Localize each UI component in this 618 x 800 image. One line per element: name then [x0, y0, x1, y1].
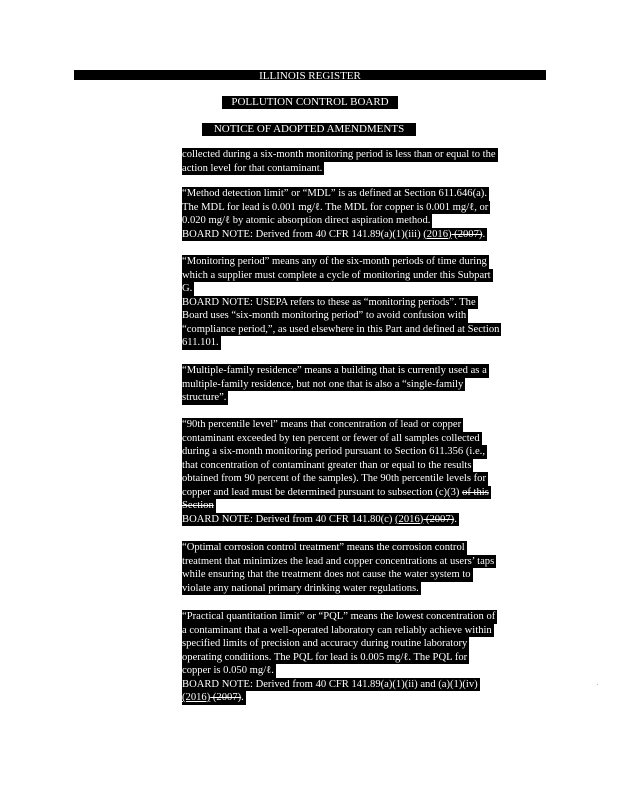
text-line: 611.101. [182, 337, 219, 348]
deleted-text: (2007) [451, 228, 483, 240]
text-line: “Optimal corrosion control treatment” means the corrosion control [182, 542, 465, 553]
deleted-text: Section [182, 500, 214, 511]
text-line: operating conditions. The PQL for lead is 0.005 mg/ℓ. The PQL for [182, 651, 468, 663]
text-line: violate any national primary drinking water regulations. [182, 582, 419, 594]
paragraph-monitoring-period [182, 255, 544, 350]
text-line: 0.020 mg/ℓ by atomic absorption direct aspiration method. [182, 215, 431, 226]
text-line: specified limits of precision and accuracy during routine laboratory [182, 638, 468, 649]
text-line: G. [182, 283, 193, 294]
text-line: collected during a six-month monitoring period is less than or equal to the [182, 149, 496, 160]
inserted-text: (2016) [395, 513, 424, 525]
inserted-text: (2016) [182, 692, 211, 703]
text-line: a contaminant that a well-operated laboratory can reliably achieve within [182, 624, 492, 636]
text-line: “Multiple-family residence” means a building that is currently used as a [182, 365, 487, 376]
text-line: “compliance period,”, as used elsewhere in this Part and defined at Section [182, 323, 500, 335]
deleted-text: (2007) [423, 513, 455, 525]
deleted-text: (2007) [210, 692, 242, 703]
text-line: during a six-month monitoring period pursuant to Section 611.356 (i.e., [182, 446, 485, 457]
paragraph-action-level [182, 148, 544, 175]
text-line: while ensuring that the treatment does not cause the water system to [182, 569, 471, 580]
text-line: copper and lead must be determined pursuant to subsection (c)(3) of this [182, 486, 489, 498]
text-line: multiple-family residence, but not one that is also a “single-family [182, 378, 464, 390]
board-note: BOARD NOTE: Derived from 40 CFR 141.89(a)(1)(iii) (2016) (2007). [182, 228, 486, 240]
paragraph-pql [182, 610, 544, 705]
text-line: “Method detection limit” or “MDL” is as defined at Section 611.646(a). [182, 188, 487, 199]
paragraph-90th-percentile [182, 418, 544, 526]
text-line: The MDL for lead is 0.001 mg/ℓ. The MDL for copper is 0.001 mg/ℓ, or [182, 201, 489, 213]
board-title: POLLUTION CONTROL BOARD [222, 96, 398, 109]
text-line: contaminant exceeded by ten percent or fewer of all samples collected [182, 432, 480, 444]
paragraph-multiple-family [182, 364, 544, 405]
text-line: copper is 0.050 mg/ℓ. [182, 665, 274, 676]
text-line: structure”. [182, 392, 227, 403]
text-line: “Practical quantitation limit” or “PQL” means the lowest concentration of [182, 611, 496, 622]
board-note: BOARD NOTE: Derived from 40 CFR 141.80(c) (2016) (2007). [182, 513, 457, 525]
paragraph-optimal-corrosion [182, 541, 544, 595]
text-line: that concentration of contaminant greater than or equal to the results [182, 459, 472, 471]
text-line: which a supplier must complete a cycle of monitoring under this Subpart [182, 269, 491, 281]
text-line: action level for that contaminant. [182, 162, 323, 174]
scan-speck [597, 684, 598, 685]
text-line: Board uses “six-month monitoring period” to avoid confusion with [182, 310, 467, 321]
text-line: “Monitoring period” means any of the six-month periods of time during [182, 256, 487, 267]
paragraph-mdl [182, 187, 544, 241]
notice-title: NOTICE OF ADOPTED AMENDMENTS [202, 123, 416, 136]
deleted-text: of this [462, 486, 489, 498]
inserted-text: (2016) [423, 228, 452, 240]
register-title: ILLINOIS REGISTER [259, 70, 361, 82]
text-line: “90th percentile level” means that concentration of lead or copper [182, 419, 462, 430]
text-line: obtained from 90 percent of the samples). The 90th percentile levels for [182, 473, 486, 484]
board-note-continued: (2016) (2007). [182, 692, 244, 703]
board-note: BOARD NOTE: Derived from 40 CFR 141.89(a)(1)(ii) and (a)(1)(iv) [182, 678, 478, 690]
board-note: BOARD NOTE: USEPA refers to these as “monitoring periods”. The [182, 296, 476, 308]
text-line: treatment that minimizes the lead and copper concentrations at users’ taps [182, 555, 495, 567]
